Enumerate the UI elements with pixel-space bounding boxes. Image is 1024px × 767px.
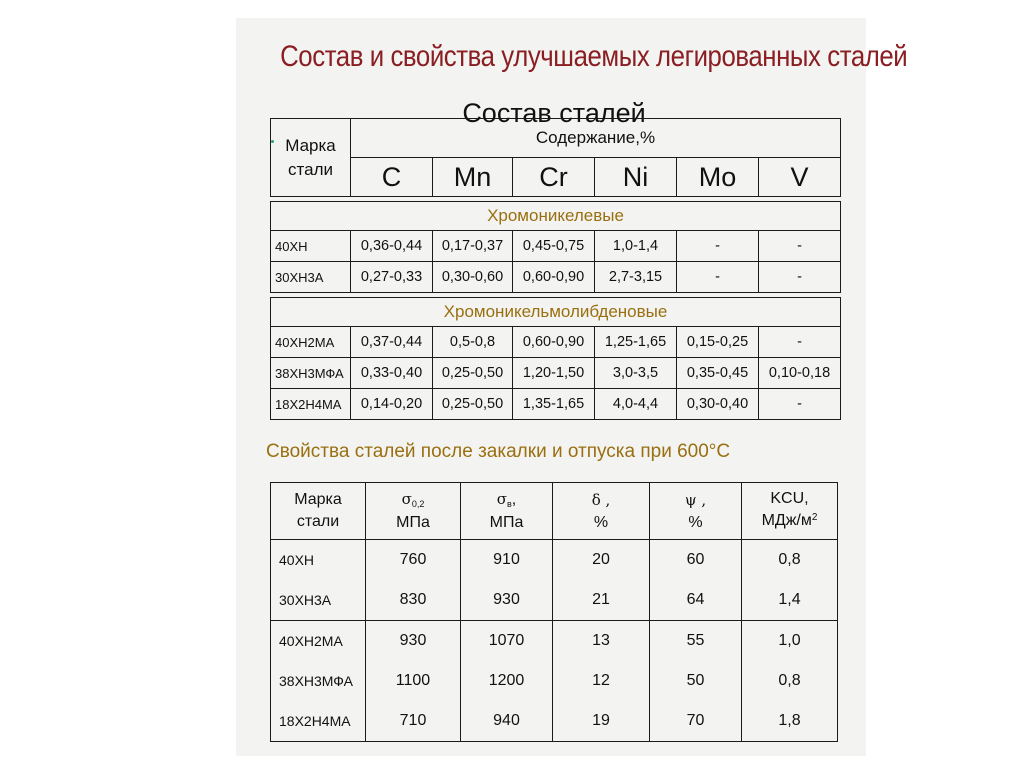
properties-group-row (271, 621, 838, 742)
value-cell: 0,10-0,18 (759, 358, 841, 389)
value-cell: 0,35-0,45 (677, 358, 759, 389)
grade-header-line2: стали (288, 159, 333, 179)
table-row (271, 231, 841, 262)
element-header-v: V (759, 158, 841, 197)
value-cell: 0,60-0,90 (513, 262, 595, 293)
value-cell: 0,25-0,50 (433, 389, 513, 420)
composition-title: Состав сталей (462, 98, 646, 128)
value-cell: - (759, 231, 841, 262)
composition-header-row (271, 119, 841, 158)
value-cell: - (759, 327, 841, 358)
grade-header-line1: Марка (294, 491, 342, 508)
properties-header-row (271, 483, 838, 540)
group-label: Хромоникельмолибденовые (271, 298, 841, 327)
value-cell: 1,35-1,65 (513, 389, 595, 420)
tensile-value: 910 (493, 551, 520, 568)
grade-header (271, 119, 351, 197)
superscript: 2 (811, 512, 818, 523)
grade-value: 38ХН3МФА (279, 673, 353, 689)
grade-value: 30ХН3А (279, 592, 332, 608)
yield-value: 710 (399, 712, 427, 729)
tensile-strength-header: σв, МПа (461, 483, 553, 540)
delta-symbol: δ , (591, 490, 611, 509)
properties-title: Свойства сталей после закалки и отпуска при 600°С (266, 441, 731, 462)
value-cell: 0,37-0,44 (351, 327, 433, 358)
yield-value: 1100 (395, 672, 431, 689)
grade-cell: 18Х2Н4МА (271, 389, 351, 420)
table-row (271, 327, 841, 358)
value-cell: 0,25-0,50 (433, 358, 513, 389)
group-label: Хромоникелевые (271, 202, 841, 231)
table-row (271, 358, 841, 389)
kcu-header (742, 483, 838, 540)
table-row (271, 389, 841, 420)
grade-cell: 30ХН3А (271, 262, 351, 293)
value-cell: 4,0-4,4 (595, 389, 677, 420)
kcu-value: 1,4 (778, 591, 801, 608)
value-cell: - (759, 389, 841, 420)
element-header-mo: Mo (677, 158, 759, 197)
grade-value: 18Х2Н4МА (279, 713, 351, 729)
grade-cell: 40ХН2МА (271, 327, 351, 358)
content-header: Содержание,% (351, 119, 841, 158)
reduction-value: 55 (686, 632, 705, 649)
element-header-c: C (351, 158, 433, 197)
value-cell: 0,36-0,44 (351, 231, 433, 262)
grade-column (271, 540, 366, 621)
value-cell: 0,14-0,20 (351, 389, 433, 420)
tensile-value: 1200 (488, 672, 525, 689)
value-cell: 0,30-0,40 (677, 389, 759, 420)
main-title: Состав и свойства улучшаемых легированных сталей (280, 40, 908, 73)
kcu-label: KCU, (770, 490, 809, 507)
group-row-chromium-nickel-molybdenum (271, 298, 841, 327)
reduction-value: 70 (686, 712, 705, 729)
properties-table (270, 482, 838, 742)
yield-column (366, 540, 461, 621)
grade-header (271, 483, 366, 540)
grade-cell: 40ХН (271, 231, 351, 262)
value-cell: 0,45-0,75 (513, 231, 595, 262)
elements-header-row (271, 158, 841, 197)
elongation-value: 19 (592, 712, 610, 729)
properties-group-row (271, 540, 838, 621)
grade-column (271, 621, 366, 742)
reduction-column (650, 540, 742, 621)
subscript: 0,2 (411, 499, 425, 509)
value-cell: 1,20-1,50 (513, 358, 595, 389)
value-cell: - (677, 262, 759, 293)
value-cell: 0,30-0,60 (433, 262, 513, 293)
kcu-column (742, 621, 838, 742)
tensile-value: 930 (493, 591, 520, 608)
kcu-value: 1,8 (778, 712, 801, 729)
value-cell: - (759, 262, 841, 293)
sigma-symbol: σ (496, 490, 507, 508)
subscript: в (507, 499, 512, 509)
element-header-mn: Mn (433, 158, 513, 197)
element-header-ni: Ni (595, 158, 677, 197)
yield-value: 760 (399, 551, 427, 568)
value-cell: 0,60-0,90 (513, 327, 595, 358)
value-cell: 1,25-1,65 (595, 327, 677, 358)
value-cell: 0,27-0,33 (351, 262, 433, 293)
grade-value: 40ХН (279, 552, 315, 568)
grade-cell: 38ХН3МФА (271, 358, 351, 389)
value-cell: 3,0-3,5 (595, 358, 677, 389)
yield-strength-header (366, 483, 461, 540)
tensile-value: 1070 (488, 632, 525, 649)
group-row-chromium-nickel (271, 202, 841, 231)
grade-header-line1: Марка (285, 135, 336, 155)
unit-label: % (688, 513, 703, 531)
element-header-cr: Cr (513, 158, 595, 197)
value-cell: 1,0-1,4 (595, 231, 677, 262)
elongation-value: 21 (592, 591, 610, 608)
yield-value: 930 (399, 632, 427, 649)
value-cell: 0,5-0,8 (433, 327, 513, 358)
reduction-column (650, 621, 742, 742)
composition-table (270, 118, 841, 420)
tensile-value: 940 (493, 712, 520, 729)
elongation-header (553, 483, 650, 540)
unit-label: МДж/м (761, 512, 812, 529)
document-sheet (236, 18, 908, 756)
table-row (271, 262, 841, 293)
value-cell: 0,15-0,25 (677, 327, 759, 358)
yield-value: 830 (399, 591, 427, 608)
kcu-value: 1,0 (778, 632, 801, 649)
elongation-value: 12 (592, 672, 610, 689)
tensile-column (461, 540, 553, 621)
value-cell: 0,17-0,37 (433, 231, 513, 262)
elongation-value: 13 (592, 632, 610, 649)
yield-column (366, 621, 461, 742)
kcu-value: 0,8 (778, 672, 801, 689)
value-cell: 0,33-0,40 (351, 358, 433, 389)
elongation-value: 20 (592, 551, 610, 568)
psi-symbol: ψ , (684, 490, 707, 509)
reduction-value: 64 (686, 591, 705, 608)
grade-header-line2: стали (296, 513, 340, 530)
kcu-value: 0,8 (778, 551, 801, 568)
elongation-column (553, 621, 650, 742)
elongation-column (553, 540, 650, 621)
value-cell: 2,7-3,15 (595, 262, 677, 293)
reduction-header (650, 483, 742, 540)
tensile-column (461, 621, 553, 742)
grade-value: 40ХН2МА (279, 633, 343, 649)
sigma-symbol: σ (401, 490, 412, 508)
reduction-value: 50 (686, 672, 705, 689)
unit-label: МПа (396, 514, 430, 531)
kcu-column (742, 540, 838, 621)
unit-label: МПа (489, 514, 524, 531)
reduction-value: 60 (686, 551, 705, 568)
unit-label: % (593, 513, 609, 531)
value-cell: - (677, 231, 759, 262)
